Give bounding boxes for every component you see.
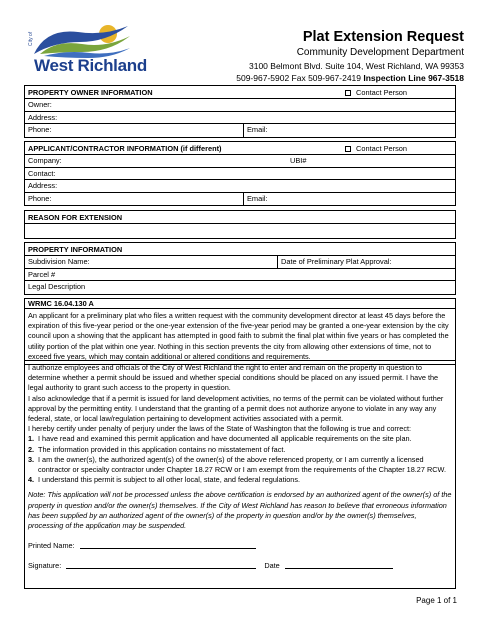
wrmc-text: An applicant for a preliminary plat who files a written request with the community development director at least 45 days before the expiration of this five-year period or the one-year extension of the five-year period may be granted a one-year extension by the city council upon a showing that the applicant has attempted in good faith to submit the final plat within five years or has completed the utility portion of the plat within one year. Nothing in this section prevents the city from allowing other extensions of time, not to exceed five years, which may contain additional or altered conditions and requirements. bbox=[28, 311, 449, 361]
applicant-contact-checkbox[interactable]: Contact Person bbox=[345, 142, 407, 155]
checkbox-icon[interactable] bbox=[345, 146, 351, 152]
ubi-field[interactable]: UBI# bbox=[290, 156, 307, 165]
owner-contact-checkbox[interactable]: Contact Person bbox=[345, 86, 407, 99]
auth-paragraph-1: I authorize employees and officials of the City of West Richland the right to enter and remain on the property in question to determine whether a permit should be issued and whether special conditions should be placed on any issued permit. I have the legal authority to grant such access to the property in question. bbox=[28, 363, 439, 393]
applicant-address-field[interactable]: Address: bbox=[25, 180, 455, 193]
city-logo bbox=[26, 20, 147, 80]
company-ubi-row bbox=[25, 155, 455, 168]
printed-name-row bbox=[28, 541, 452, 551]
certify-item: 2. The information provided in this application contains no misstatement of fact. bbox=[28, 444, 286, 454]
company-field[interactable]: Company: bbox=[28, 156, 62, 165]
parcel-field[interactable]: Parcel # bbox=[25, 269, 455, 282]
applicant-phone-field[interactable]: Phone: bbox=[28, 193, 52, 203]
property-heading: PROPERTY INFORMATION bbox=[28, 245, 123, 254]
reason-field[interactable] bbox=[25, 224, 455, 238]
signature-label: Signature: bbox=[28, 561, 62, 571]
logo-city-of: City of bbox=[28, 31, 34, 46]
legal-description-field[interactable]: Legal Description bbox=[28, 282, 86, 291]
processing-note: Note: This application will not be processed unless the above certification is endorsed by an authorized agent of the owner(s) of the property in question and/or the owner(s) themselves. If the City of West Richland has reason to believe that erroneous information has been supplied by an authorized agent of the owner(s) of the property in question and/or by the owner(s) themselves, processing of the application may be suspended. bbox=[28, 490, 452, 531]
auth-paragraph-3: I hereby certify under penalty of perjury under the laws of the State of Washington that the following is true and correct: bbox=[28, 424, 412, 434]
certify-item: 3. I am the owner(s), the authorized agent(s) of the owner(s) of the above referenced property, or I am currently a licensed contractor or specialty contractor under Chapter 18.27 RCW or I am exempt from the requirements of the Chapter 18.27 RCW. bbox=[28, 454, 446, 475]
owner-phone-field[interactable]: Phone: bbox=[28, 125, 52, 134]
property-section bbox=[24, 242, 456, 295]
address-line: 3100 Belmont Blvd. Suite 104, West Richland, WA 99353 bbox=[249, 61, 464, 71]
page-number: Page 1 of 1 bbox=[416, 596, 457, 605]
checkbox-icon[interactable] bbox=[345, 90, 351, 96]
logo-name: West Richland bbox=[34, 56, 147, 75]
inspection-line: Inspection Line 967-3518 bbox=[363, 73, 464, 83]
owner-field[interactable]: Owner: bbox=[25, 99, 455, 112]
owner-address-field[interactable]: Address: bbox=[25, 112, 455, 125]
reason-section bbox=[24, 210, 456, 239]
form-title: Plat Extension Request bbox=[302, 29, 464, 45]
applicant-email-field[interactable]: Email: bbox=[243, 193, 455, 206]
wrmc-heading: WRMC 16.04.130 A bbox=[28, 299, 94, 308]
contact-field[interactable]: Contact: bbox=[25, 168, 455, 181]
page-header bbox=[0, 0, 480, 84]
signature-input[interactable] bbox=[66, 561, 256, 569]
date-input[interactable] bbox=[285, 561, 393, 569]
subdivision-field[interactable]: Subdivision Name: bbox=[28, 257, 90, 266]
certify-item: 4. I understand this permit is subject to all other local, state, and federal regulations. bbox=[28, 475, 301, 485]
printed-name-label: Printed Name: bbox=[28, 541, 75, 551]
reason-heading: REASON FOR EXTENSION bbox=[28, 213, 123, 222]
owner-email-field[interactable]: Email: bbox=[243, 124, 455, 137]
signature-row bbox=[28, 561, 452, 571]
subdivision-row bbox=[25, 256, 455, 269]
title-block bbox=[164, 28, 464, 84]
certify-item: 1. I have read and examined this permit application and have documented all applicable requirements on the site plan. bbox=[28, 434, 412, 444]
wrmc-section bbox=[24, 298, 456, 365]
applicant-section bbox=[24, 141, 456, 206]
owner-phone-email-row bbox=[25, 124, 455, 137]
owner-section bbox=[24, 85, 456, 138]
auth-paragraph-2: I also acknowledge that if a permit is issued for land development activities, no terms of the permit can be violated without further approval by the permitting entity. I understand that the granting of a permit does not authorize anyone to violate in any way any federal, state, or local law/regulation pertaining to development activities associated with a permit. bbox=[28, 393, 444, 424]
logo-mark-icon bbox=[26, 20, 136, 60]
applicant-heading: APPLICANT/CONTRACTOR INFORMATION (if different) bbox=[28, 144, 222, 153]
date-label: Date bbox=[264, 561, 280, 571]
phone-line: 509-967-5902 Fax 509-967-2419 Inspection Line 967-3518 bbox=[236, 73, 464, 83]
applicant-phone-email-row bbox=[25, 193, 455, 206]
approval-date-field[interactable]: Date of Preliminary Plat Approval: bbox=[277, 256, 455, 268]
department: Community Development Department bbox=[296, 47, 464, 58]
printed-name-input[interactable] bbox=[80, 541, 256, 549]
authorization-section bbox=[24, 360, 456, 589]
owner-heading: PROPERTY OWNER INFORMATION bbox=[28, 88, 153, 97]
